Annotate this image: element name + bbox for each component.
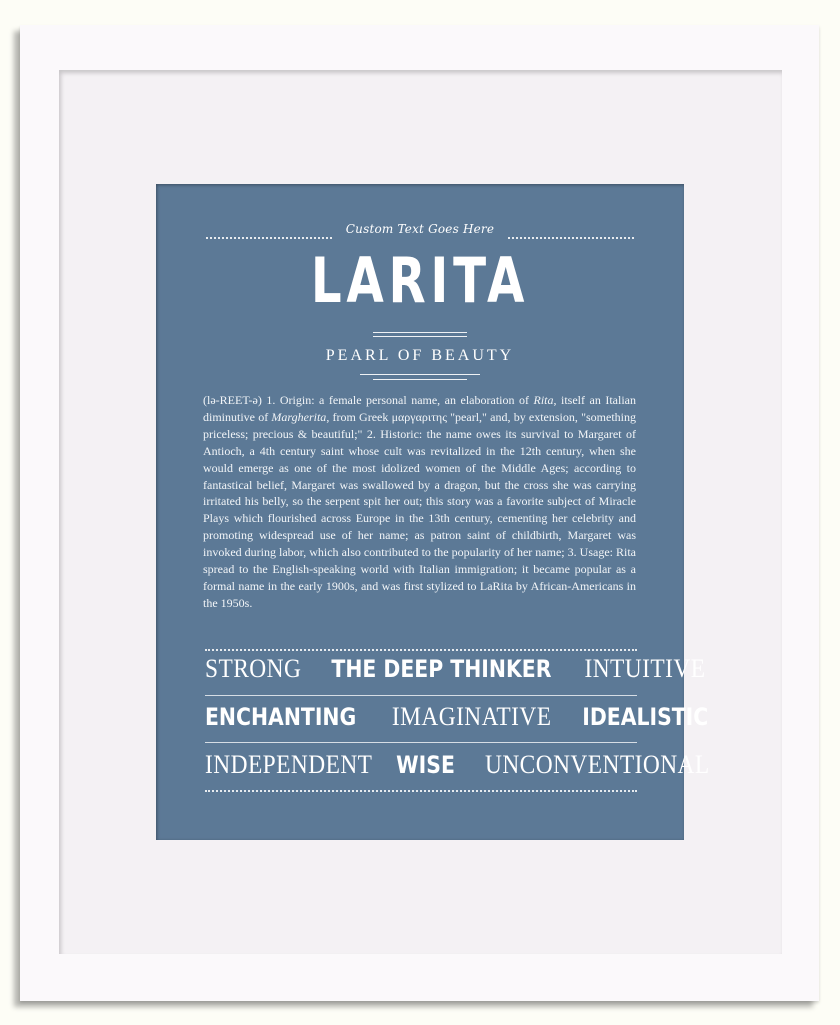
description-text-3: , from Greek μαργαριτης "pearl," and, by extension, "something priceless; precious & beautiful;" 2. Historic: the name owes its survival to Margaret of Antioch, a 4th century saint whose cult was revitalized in the 12th century, when she would emerge as one of the most idolized women of the Middle Ages; according to fantastical belief, Margaret was swallowed by a dragon, but the cross she was carrying irritated his belly, so the serpent spit her out; this story was a favorite subject of Miracle Plays which flourished across Europe in the 13th century, cementing her celebrity and promoting widespread use of her name; as patron saint of childbirth, Margaret was invoked during labor, which also contributed to the popularity of her name; 3. Usage: Rita spread to the English-speaking world with Italian immigration; it became popular as a formal name in the early 1900s, and was first stylized to LaRita by African-Americans in the 1950s. <box>203 409 636 610</box>
rule-below-meaning-1 <box>360 374 480 375</box>
rule-above-meaning-1 <box>373 332 467 333</box>
trait-line-2 <box>205 702 709 732</box>
description-text-1: 1. Origin: a female personal name, an elaboration of <box>261 393 534 407</box>
name-title: LARITA <box>310 244 530 317</box>
trait-idealistic: IDEALISTIC <box>582 703 709 731</box>
dotted-divider-traits-top <box>205 649 637 651</box>
custom-text: Custom Text Goes Here <box>345 222 495 236</box>
trait-intuitive: INTUITIVE <box>584 654 706 683</box>
description-text-2: , itself an Italian diminutive of <box>203 393 636 424</box>
trait-imaginative: IMAGINATIVE <box>391 702 552 731</box>
name-meaning: PEARL OF BEAUTY <box>325 347 515 364</box>
trait-separator-2 <box>205 742 637 743</box>
dotted-divider-right <box>508 237 634 239</box>
trait-separator-1 <box>205 695 637 696</box>
dotted-divider-left <box>206 237 332 239</box>
pronunciation: (lə-REET-ə) <box>203 393 262 407</box>
description-margherita: Margherita <box>271 409 327 424</box>
trait-line-1 <box>205 654 706 684</box>
trait-the-deep-thinker: THE DEEP THINKER <box>331 655 552 683</box>
name-print <box>156 184 710 840</box>
rule-above-meaning-2 <box>373 336 467 337</box>
trait-strong: STRONG <box>205 654 302 683</box>
trait-wise: WISE <box>396 751 455 779</box>
trait-unconventional: UNCONVENTIONAL <box>485 750 710 779</box>
trait-independent: INDEPENDENT <box>205 750 373 779</box>
description-rita: Rita <box>533 393 554 407</box>
dotted-divider-traits-bottom <box>205 790 637 792</box>
trait-line-3 <box>205 750 710 780</box>
name-description <box>203 392 636 612</box>
trait-enchanting: ENCHANTING <box>205 703 357 731</box>
rule-below-meaning-2 <box>373 379 467 380</box>
